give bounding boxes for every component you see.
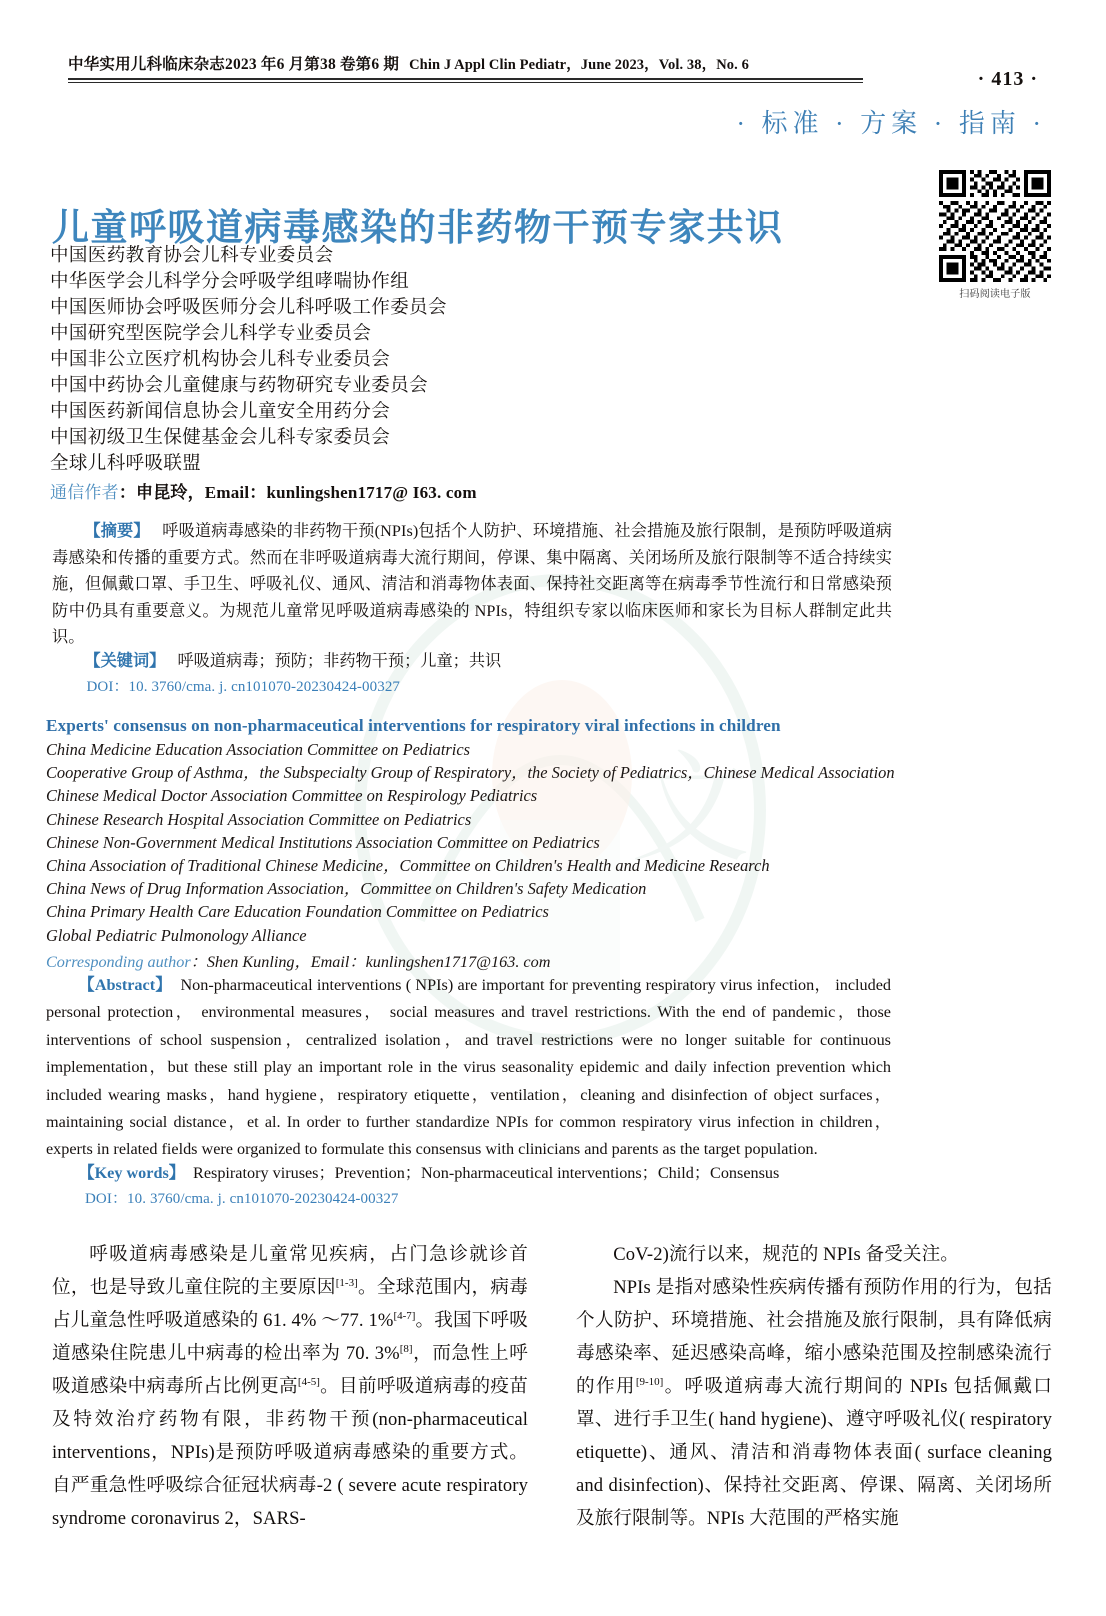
organization-item: 中国医师协会呼吸医师分会儿科呼吸工作委员会 <box>50 298 447 318</box>
doi-en[interactable]: DOI：10. 3760/cma. j. cn101070-20230424-00327 <box>85 1191 399 1207</box>
keywords-cn-text: 呼吸道病毒；预防；非药物干预；儿童；共识 <box>177 652 502 670</box>
keywords-cn <box>52 648 892 700</box>
corresponding-author-en <box>46 948 550 972</box>
article-title-en: Experts' consensus on non-pharmaceutical interventions for respiratory viral infections in children <box>46 716 781 735</box>
body-columns <box>52 1238 1052 1535</box>
journal-name-cn: 中华实用儿科临床杂志2023 年6 月第38 卷第6 期 <box>68 56 400 73</box>
keywords-cn-label: 【关键词】 <box>84 652 166 670</box>
article-title-cn: 儿童呼吸道病毒感染的非药物干预专家共识 <box>52 207 784 249</box>
body-paragraph: NPIs 是指对感染性疾病传播有预防作用的行为，包括个人防护、环境措施、社会措施及旅行限制，具有降低病毒感染率、延迟感染高峰，缩小感染范围及控制感染流行的作用[9-10]。呼吸道病毒大流行期间的 NPIs 包括佩戴口罩、进行手卫生( hand hygiene)、遵守呼吸礼仪( respiratory etiquette)、通风、清洁和消毒物体表面( surface cleaning and disinfection)、保持社交距离、停课、隔离、关闭场所及旅行限制等。NPIs 大范围的严格实施 <box>576 1277 1052 1529</box>
organization-item-en: Chinese Non-Government Medical Institutions Association Committee on Pediatrics <box>46 832 600 852</box>
corresponding-author-cn-value[interactable]: ：申昆玲，Email：kunlingshen1717@ I63. com <box>118 483 477 502</box>
keywords-en-text: Respiratory viruses；Prevention；Non-pharmaceutical interventions；Child；Consensus <box>193 1164 780 1182</box>
organizations-en <box>46 738 1056 947</box>
organization-item: 中国医药教育协会儿科专业委员会 <box>50 246 334 266</box>
organization-item-en: Global Pediatric Pulmonology Alliance <box>46 925 307 945</box>
qr-code-caption: 扫码阅读电子版 <box>959 289 1031 300</box>
organization-item: 中国研究型医院学会儿科学专业委员会 <box>50 324 372 344</box>
keywords-en-label: 【Key words】 <box>78 1164 185 1182</box>
organization-item-en: China Primary Health Care Education Foundation Committee on Pediatrics <box>46 902 549 922</box>
section-heading: · 标准 · 方案 · 指南 · <box>736 109 1046 138</box>
abstract-en <box>46 972 891 1164</box>
abstract-en-label: 【Abstract】 <box>78 976 172 994</box>
body-column-right <box>576 1238 1052 1535</box>
page-number: · 413 · <box>977 68 1038 90</box>
organization-item-en: China Medicine Education Association Committee on Pediatrics <box>46 740 470 759</box>
running-head-rule <box>68 78 863 83</box>
abstract-cn-text: 呼吸道病毒感染的非药物干预(NPIs)包括个人防护、环境措施、社会措施及旅行限制，是预防呼吸道病毒感染和传播的重要方式。然而在非呼吸道病毒大流行期间，停课、集中隔离、关闭场所及旅行限制等不适合持续实施，但佩戴口罩、手卫生、呼吸礼仪、通风、清洁和消毒物体表面、保持社交距离等在病毒季节性流行和日常感染预防中仍具有重要意义。为规范儿童常见呼吸道病毒感染的 NPIs，特组织专家以临床医师和家长为目标人群制定此共识。 <box>52 522 892 647</box>
organization-item: 中国中药协会儿童健康与药物研究专业委员会 <box>50 376 429 396</box>
body-paragraph: 呼吸道病毒感染是儿童常见疾病，占门急诊就诊首位，也是导致儿童住院的主要原因[1-3]。全球范围内，病毒占儿童急性呼吸道感染的 61. 4% ～77. 1%[4-7]。我国下呼吸道感染住院患儿中病毒的检出率为 70. 3%[8]，而急性上呼吸道感染中病毒所占比例更高[4-5]。目前呼吸道病毒的疫苗及特效治疗药物有限，非药物干预(non-pharmaceutical interventions，NPIs)是预防呼吸道病毒感染的重要方式。自严重急性呼吸综合征冠状病毒-2 ( severe acute respiratory syndrome coronavirus 2，SARS- <box>52 1244 528 1529</box>
qr-code-block <box>934 170 1056 300</box>
organizations-cn <box>50 243 670 477</box>
organization-item-en: Chinese Research Hospital Association Committee on Pediatrics <box>46 809 472 829</box>
doi-cn[interactable]: DOI：10. 3760/cma. j. cn101070-20230424-00327 <box>86 679 401 695</box>
organization-item-en: China Association of Traditional Chinese Medicine，Committee on Children's Health and Medicine Research <box>46 856 770 876</box>
organization-item: 中华医学会儿科学分会呼吸学组哮喘协作组 <box>50 272 410 292</box>
abstract-cn <box>52 518 892 651</box>
abstract-cn-label: 【摘要】 <box>84 522 150 540</box>
body-column-left <box>52 1238 528 1535</box>
organization-item: 全球儿科呼吸联盟 <box>50 454 202 474</box>
qr-code-icon[interactable] <box>939 170 1051 282</box>
organization-item-en: China News of Drug Information Association，Committee on Children's Safety Medication <box>46 879 647 899</box>
organization-item-en: Chinese Medical Doctor Association Committee on Respirology Pediatrics <box>46 786 538 806</box>
running-head <box>68 52 1038 90</box>
corresponding-author-cn-label: 通信作者 <box>50 483 119 502</box>
keywords-en <box>46 1160 891 1212</box>
organization-item: 中国医药新闻信息协会儿童安全用药分会 <box>50 402 391 422</box>
corresponding-author-cn <box>50 478 477 503</box>
corresponding-author-en-value[interactable]: ：Shen Kunling，Email：kunlingshen1717@163. com <box>190 953 551 971</box>
svg-text:文: 文 <box>630 743 750 876</box>
organization-item-en: Cooperative Group of Asthma，the Subspecialty Group of Respiratory，the Society of Pediatrics，Chinese Medical Association <box>46 763 895 783</box>
running-head-text <box>68 52 749 74</box>
body-paragraph: CoV-2)流行以来，规范的 NPIs 备受关注。 <box>613 1244 959 1265</box>
corresponding-author-en-label: Corresponding author <box>46 953 191 971</box>
organization-item: 中国初级卫生保健基金会儿科专家委员会 <box>50 428 391 448</box>
abstract-en-text: Non-pharmaceutical interventions ( NPIs) are important for preventing respiratory virus infection， included personal protection， environmental measures， social measures and travel restrictions. With the end of pandemic，those interventions of school suspension，centralized isolation，and travel restrictions were no longer suitable for continuous implementation，but these still play an important role in the virus seasonality epidemic and daily infection prevention which included wearing masks，hand hygiene，respiratory etiquette，ventilation，cleaning and disinfection of object surfaces，maintaining social distance，et al. In order to further standardize NPIs for common respiratory virus infection in children，experts in related fields were organized to formulate this consensus with clinicians and parents as the target population. <box>46 976 891 1159</box>
organization-item: 中国非公立医疗机构协会儿科专业委员会 <box>50 350 391 370</box>
journal-name-en: Chin J Appl Clin Pediatr，June 2023，Vol. 38，No. 6 <box>409 57 749 73</box>
